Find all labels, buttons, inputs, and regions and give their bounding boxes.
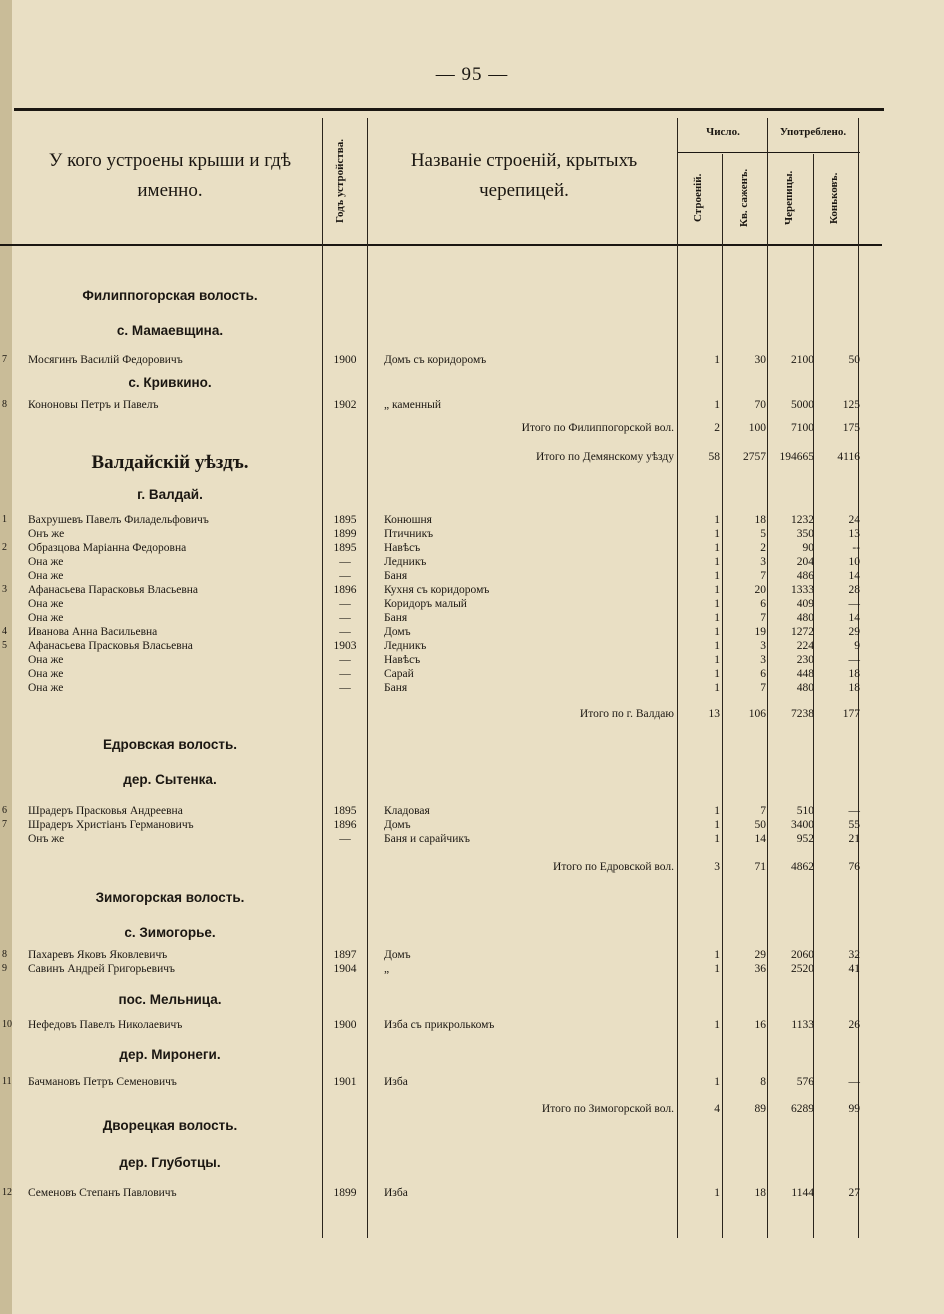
section-heading: дер. Сытенка. [123,772,217,787]
building-name: Домъ [384,626,411,638]
section-heading: дер. Глуботцы. [119,1155,221,1170]
owner-name: Афанасьева Прасковья Власьевна [28,640,193,652]
tiles-count: 480 [796,682,814,694]
tiles-count: 510 [796,805,814,817]
table-row [0,353,944,367]
total-label: Итого по Демянскому уѣзду [535,451,674,463]
total-buildings: 3 [714,861,720,873]
tiles-count: 480 [796,612,814,624]
page-number: — 95 — [435,64,509,85]
section-heading: г. Валдай. [137,487,203,502]
row-index: 3 [2,584,7,595]
owner-name: Иванова Анна Васильевна [28,626,158,638]
square-sazhen: 6 [760,598,766,610]
building-name: Домъ [384,949,411,961]
square-sazhen: 19 [754,626,766,638]
table-row [0,1186,944,1200]
total-ridge: 76 [848,861,860,873]
total-row [0,421,944,435]
total-tiles: 194665 [779,451,814,463]
year-built: 1897 [333,949,357,961]
total-label: Итого по Едровской вол. [553,861,674,873]
row-index: 10 [2,1019,12,1030]
year-built: — [339,570,351,582]
building-count: 1 [714,1076,720,1088]
tiles-count: 2520 [791,963,814,975]
section-heading: Дворецкая волость. [102,1118,238,1133]
square-sazhen: 7 [760,570,766,582]
tiles-count: 230 [796,654,814,666]
tiles-count: 1333 [791,584,814,596]
building-name: Баня [384,682,408,694]
ridge-count: — [848,805,860,817]
building-count: 1 [714,949,720,961]
owner-name: Она же [28,612,64,624]
ridge-count: 29 [848,626,860,638]
tiles-count: 448 [796,668,814,680]
row-index: 12 [2,1187,12,1198]
total-ridge: 177 [842,708,860,720]
ridge-count: 41 [848,963,860,975]
square-sazhen: 7 [760,682,766,694]
table-row [0,681,944,695]
total-row [0,450,944,464]
ridge-count: 10 [848,556,860,568]
building-count: 1 [714,833,720,845]
ridge-count: 24 [848,514,860,526]
total-row [0,707,944,721]
ridge-count: — [848,598,860,610]
table-row [0,555,944,569]
row-index: 1 [2,514,7,525]
year-built: — [339,654,351,666]
row-index: 5 [2,640,7,651]
square-sazhen: 2 [760,542,766,554]
building-name: Птичникъ [384,528,434,540]
tiles-count: 5000 [791,399,814,411]
ridge-count: 18 [848,668,860,680]
table-row [0,541,944,555]
tiles-count: 224 [796,640,814,652]
owner-name: Она же [28,654,64,666]
section-heading: с. Зимогорье. [124,925,216,940]
header-tiles: Черепицы. [783,170,795,226]
table-row [0,948,944,962]
building-name: Навѣсъ [384,542,421,554]
square-sazhen: 7 [760,612,766,624]
table-row [0,597,944,611]
year-built: 1900 [333,1019,357,1031]
building-count: 1 [714,805,720,817]
building-name: Баня и сарайчикъ [384,833,470,845]
total-square: 2757 [743,451,766,463]
year-built: 1896 [333,584,357,596]
building-count: 1 [714,1019,720,1031]
owner-name: Кононовы Петръ и Павелъ [28,399,159,411]
tiles-count: 952 [796,833,814,845]
ridge-count: 27 [848,1187,860,1199]
total-square: 106 [748,708,766,720]
building-name: Изба съ прикролькомъ [384,1019,495,1031]
tiles-count: 1144 [791,1187,814,1199]
tiles-count: 90 [802,542,814,554]
section-heading: Филиппогорская волость. [82,288,258,303]
row-index: 6 [2,805,7,816]
square-sazhen: 3 [760,640,766,652]
row-index: 11 [2,1076,12,1087]
total-buildings: 4 [714,1103,720,1115]
table-row [0,804,944,818]
building-count: 1 [714,626,720,638]
building-name: Изба [384,1076,408,1088]
building-name: „ [384,963,390,975]
year-built: 1896 [333,819,357,831]
ridge-count: 55 [848,819,860,831]
building-name: Домъ [384,819,411,831]
square-sazhen: 50 [754,819,766,831]
section-heading: с. Кривкино. [128,375,212,390]
ridge-count: 18 [848,682,860,694]
owner-name: Она же [28,556,64,568]
total-square: 71 [754,861,766,873]
ridge-count: 21 [848,833,860,845]
square-sazhen: 8 [760,1076,766,1088]
year-built: — [339,556,351,568]
total-square: 89 [754,1103,766,1115]
ridge-count: — [848,1076,860,1088]
header-building: Названіе строеній, крытыхъ черепицей. [410,150,638,202]
building-count: 1 [714,640,720,652]
building-count: 1 [714,528,720,540]
building-count: 1 [714,598,720,610]
section-heading: Едровская волость. [102,737,238,752]
building-name: Ледникъ [384,640,427,652]
owner-name: Семеновъ Степанъ Павловичъ [28,1187,177,1199]
ridge-count: 32 [848,949,860,961]
header-year: Годъ устройства. [334,139,346,223]
ridge-count: -- [852,542,860,554]
table-row [0,569,944,583]
year-built: 1902 [333,399,357,411]
building-count: 1 [714,399,720,411]
owner-name: Онъ же [28,528,65,540]
year-built: — [339,682,351,694]
row-index: 9 [2,963,7,974]
owner-name: Она же [28,598,64,610]
total-buildings: 2 [714,422,720,434]
building-name: Ледникъ [384,556,427,568]
owner-name: Афанасьева Парасковья Власьевна [28,584,199,596]
building-name: Баня [384,570,408,582]
year-built: — [339,833,351,845]
ridge-count: — [848,654,860,666]
total-tiles: 7238 [791,708,814,720]
header-sq: Кв. саженъ. [738,168,750,228]
section-heading: пос. Мельница. [118,992,222,1007]
building-name: „ каменный [384,399,442,411]
year-built: 1903 [333,640,357,652]
square-sazhen: 3 [760,654,766,666]
square-sazhen: 18 [754,514,766,526]
tiles-count: 3400 [791,819,814,831]
year-built: 1900 [333,354,357,366]
owner-name: Мосягинъ Василій Федоровичъ [28,354,183,366]
total-ridge: 175 [842,422,860,434]
building-name: Изба [384,1187,408,1199]
tiles-count: 204 [796,556,814,568]
total-row [0,1102,944,1116]
square-sazhen: 70 [754,399,766,411]
total-square: 100 [748,422,766,434]
square-sazhen: 20 [754,584,766,596]
owner-name: Образцова Маріанна Федоровна [28,542,187,554]
building-name: Навѣсъ [384,654,421,666]
table-row [0,832,944,846]
total-tiles: 6289 [791,1103,814,1115]
building-count: 1 [714,654,720,666]
table-row [0,513,944,527]
square-sazhen: 16 [754,1019,766,1031]
building-name: Кладовая [384,805,430,817]
year-built: 1899 [333,528,357,540]
total-row [0,860,944,874]
tiles-count: 350 [796,528,814,540]
row-index: 7 [2,354,7,365]
square-sazhen: 36 [754,963,766,975]
ridge-count: 50 [848,354,860,366]
owner-name: Савинъ Андрей Григорьевичъ [28,963,175,975]
section-heading: Валдайскій уѣздъ. [91,452,249,473]
total-ridge: 99 [848,1103,860,1115]
tiles-count: 2060 [791,949,814,961]
total-ridge: 4116 [837,451,860,463]
header-bottom-rule [0,244,882,246]
header-number-group: Число. [706,126,740,138]
building-count: 1 [714,354,720,366]
group-header-rule [678,152,860,153]
tiles-count: 1272 [791,626,814,638]
square-sazhen: 5 [760,528,766,540]
tiles-count: 409 [796,598,814,610]
building-count: 1 [714,668,720,680]
section-heading: Зимогорская волость. [95,890,245,905]
tiles-count: 1232 [791,514,814,526]
building-name: Домъ съ коридоромъ [384,354,487,366]
building-name: Коридоръ малый [384,598,467,610]
total-label: Итого по г. Валдаю [579,708,674,720]
square-sazhen: 3 [760,556,766,568]
building-count: 1 [714,963,720,975]
row-index: 8 [2,949,7,960]
ridge-count: 9 [854,640,860,652]
tiles-count: 1133 [791,1019,814,1031]
total-buildings: 58 [708,451,720,463]
tiles-count: 2100 [791,354,814,366]
building-count: 1 [714,570,720,582]
header-buildings: Строеній. [692,173,704,223]
table-row [0,527,944,541]
table-row [0,398,944,412]
ridge-count: 26 [848,1019,860,1031]
owner-name: Онъ же [28,833,65,845]
year-built: — [339,626,351,638]
total-tiles: 7100 [791,422,814,434]
building-count: 1 [714,682,720,694]
building-name: Кухня съ коридоромъ [384,584,490,596]
ridge-count: 125 [842,399,860,411]
header-owner: У кого устроены крыши и гдѣ именно. [48,150,292,202]
square-sazhen: 14 [754,833,766,845]
table-row [0,667,944,681]
table-row [0,962,944,976]
total-label: Итого по Филиппогорской вол. [521,422,674,434]
owner-name: Нефедовъ Павелъ Николаевичъ [28,1019,183,1031]
owner-name: Бачмановъ Петръ Семеновичъ [28,1076,177,1088]
total-tiles: 4862 [791,861,814,873]
table-row [0,818,944,832]
ridge-count: 13 [848,528,860,540]
owner-name: Шрадеръ Христіанъ Германовичъ [28,819,194,831]
ridge-count: 14 [848,612,860,624]
square-sazhen: 30 [754,354,766,366]
header-ridge: Коньковъ. [828,172,840,224]
total-buildings: 13 [708,708,720,720]
header-used-group: Употреблено. [779,126,847,138]
year-built: 1895 [333,542,357,554]
year-built: 1901 [333,1076,357,1088]
square-sazhen: 7 [760,805,766,817]
total-label: Итого по Зимогорской вол. [541,1103,674,1115]
tiles-count: 576 [796,1076,814,1088]
owner-name: Она же [28,570,64,582]
table-row [0,653,944,667]
building-name: Конюшня [384,514,432,526]
building-count: 1 [714,542,720,554]
row-index: 7 [2,819,7,830]
table-top-rule [14,108,884,111]
building-name: Баня [384,612,408,624]
year-built: — [339,668,351,680]
year-built: 1895 [333,514,357,526]
owner-name: Она же [28,668,64,680]
section-heading: дер. Миронеги. [119,1047,221,1062]
table-row [0,639,944,653]
row-index: 4 [2,626,7,637]
section-heading: с. Мамаевщина. [116,323,224,338]
building-count: 1 [714,556,720,568]
building-name: Сарай [384,668,414,680]
building-count: 1 [714,819,720,831]
tiles-count: 486 [796,570,814,582]
table-row [0,625,944,639]
owner-name: Пахаревъ Яковъ Яковлевичъ [28,949,168,961]
ridge-count: 14 [848,570,860,582]
owner-name: Шрадеръ Прасковья Андреевна [28,805,183,817]
year-built: — [339,598,351,610]
ridge-count: 28 [848,584,860,596]
row-index: 8 [2,399,7,410]
square-sazhen: 29 [754,949,766,961]
table-row [0,1018,944,1032]
square-sazhen: 18 [754,1187,766,1199]
building-count: 1 [714,1187,720,1199]
year-built: 1899 [333,1187,357,1199]
building-count: 1 [714,584,720,596]
table-row [0,583,944,597]
year-built: — [339,612,351,624]
year-built: 1895 [333,805,357,817]
year-built: 1904 [333,963,357,975]
building-count: 1 [714,514,720,526]
owner-name: Вахрушевъ Павелъ Филадельфовичъ [28,514,209,526]
table-row [0,1075,944,1089]
building-count: 1 [714,612,720,624]
row-index: 2 [2,542,7,553]
table-row [0,611,944,625]
square-sazhen: 6 [760,668,766,680]
owner-name: Она же [28,682,64,694]
